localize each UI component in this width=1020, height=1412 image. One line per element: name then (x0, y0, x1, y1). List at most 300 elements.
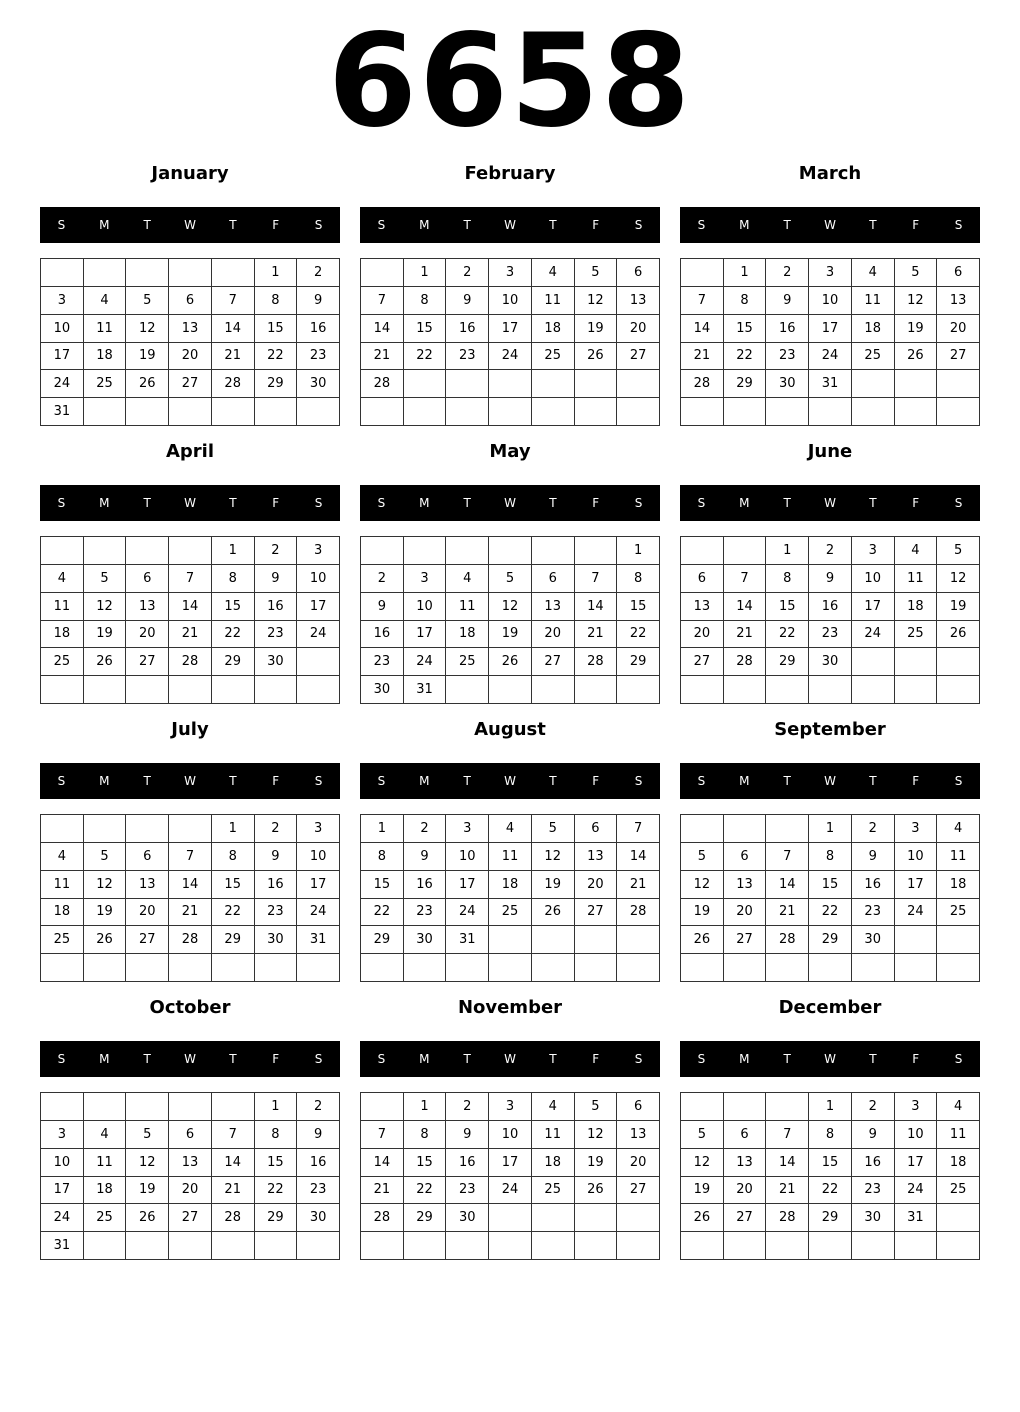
empty-day-cell (126, 954, 169, 982)
day-cell: 19 (489, 621, 532, 649)
weekday-label: S (314, 496, 323, 510)
day-cell: 11 (84, 1149, 127, 1177)
days-grid (360, 258, 660, 426)
day-cell: 9 (446, 287, 489, 315)
weekday-label: S (57, 1052, 66, 1066)
weekday-label: S (314, 1052, 323, 1066)
weekday-label: S (954, 218, 963, 232)
empty-day-cell (532, 676, 575, 704)
empty-day-cell (724, 1232, 767, 1260)
day-cell: 17 (297, 593, 340, 621)
day-cell: 1 (212, 815, 255, 843)
day-cell: 28 (361, 1204, 404, 1232)
day-cell: 5 (84, 565, 127, 593)
day-cell: 13 (169, 315, 212, 343)
day-cell: 24 (895, 899, 938, 927)
day-cell: 8 (809, 1121, 852, 1149)
empty-day-cell (724, 1093, 767, 1121)
weekday-label: T (783, 774, 791, 788)
empty-day-cell (681, 954, 724, 982)
day-cell: 8 (212, 565, 255, 593)
empty-day-cell (169, 398, 212, 426)
day-cell: 7 (724, 565, 767, 593)
weekday-label: T (143, 496, 151, 510)
day-cell: 21 (766, 1177, 809, 1205)
weekday-label: T (463, 1052, 471, 1066)
day-cell: 3 (895, 815, 938, 843)
weekday-label: F (592, 774, 600, 788)
day-cell: 6 (724, 843, 767, 871)
day-cell: 12 (681, 871, 724, 899)
day-cell: 9 (255, 565, 298, 593)
day-cell: 21 (212, 1177, 255, 1205)
day-cell: 17 (895, 871, 938, 899)
day-cell: 21 (361, 343, 404, 371)
day-cell: 12 (681, 1149, 724, 1177)
day-cell: 5 (575, 259, 618, 287)
empty-day-cell (84, 1093, 127, 1121)
day-cell: 3 (809, 259, 852, 287)
empty-day-cell (895, 1232, 938, 1260)
empty-day-cell (617, 1232, 660, 1260)
day-cell: 27 (617, 1177, 660, 1205)
empty-day-cell (617, 954, 660, 982)
empty-day-cell (126, 815, 169, 843)
day-cell: 14 (766, 1149, 809, 1177)
weekday-label: W (824, 1052, 836, 1066)
weekday-label: T (549, 496, 557, 510)
day-cell: 21 (766, 899, 809, 927)
empty-day-cell (489, 926, 532, 954)
day-cell: 26 (575, 343, 618, 371)
day-cell: 24 (41, 1204, 84, 1232)
empty-day-cell (297, 954, 340, 982)
empty-day-cell (446, 676, 489, 704)
empty-day-cell (681, 676, 724, 704)
empty-day-cell (404, 1232, 447, 1260)
weekday-label: T (229, 1052, 237, 1066)
day-cell: 20 (126, 621, 169, 649)
empty-day-cell (937, 926, 980, 954)
day-cell: 3 (297, 815, 340, 843)
day-cell: 19 (532, 871, 575, 899)
empty-day-cell (84, 398, 127, 426)
empty-day-cell (681, 259, 724, 287)
day-cell: 11 (937, 1121, 980, 1149)
day-cell: 9 (255, 843, 298, 871)
weekday-label: T (463, 774, 471, 788)
day-cell: 17 (41, 343, 84, 371)
day-cell: 2 (255, 815, 298, 843)
day-cell: 28 (681, 370, 724, 398)
day-cell: 10 (41, 1149, 84, 1177)
weekday-label: F (272, 496, 280, 510)
day-cell: 3 (41, 1121, 84, 1149)
weekday-label: T (869, 496, 877, 510)
day-cell: 21 (212, 343, 255, 371)
day-cell: 6 (126, 843, 169, 871)
empty-day-cell (212, 1093, 255, 1121)
weekday-label: T (869, 1052, 877, 1066)
day-cell: 30 (809, 648, 852, 676)
day-cell: 23 (404, 899, 447, 927)
empty-day-cell (937, 1204, 980, 1232)
day-cell: 19 (895, 315, 938, 343)
day-cell: 10 (489, 1121, 532, 1149)
month-name: March (798, 163, 862, 184)
day-cell: 29 (255, 1204, 298, 1232)
day-cell: 18 (84, 343, 127, 371)
empty-day-cell (937, 648, 980, 676)
day-cell: 22 (212, 899, 255, 927)
month-name: November (457, 997, 563, 1018)
empty-day-cell (404, 370, 447, 398)
day-cell: 28 (575, 648, 618, 676)
day-cell: 26 (575, 1177, 618, 1205)
day-cell: 22 (724, 343, 767, 371)
day-cell: 8 (809, 843, 852, 871)
weekday-header (680, 763, 980, 799)
day-cell: 25 (937, 1177, 980, 1205)
weekday-label: W (184, 774, 196, 788)
day-cell: 9 (852, 843, 895, 871)
weekday-label: W (184, 1052, 196, 1066)
weekday-label: T (549, 1052, 557, 1066)
day-cell: 27 (937, 343, 980, 371)
weekday-header (40, 207, 340, 243)
weekday-header (40, 1041, 340, 1077)
day-cell: 17 (489, 315, 532, 343)
day-cell: 30 (361, 676, 404, 704)
day-cell: 7 (361, 287, 404, 315)
day-cell: 5 (681, 1121, 724, 1149)
day-cell: 31 (446, 926, 489, 954)
empty-day-cell (766, 815, 809, 843)
day-cell: 16 (297, 315, 340, 343)
day-cell: 3 (297, 537, 340, 565)
empty-day-cell (575, 926, 618, 954)
day-cell: 25 (41, 926, 84, 954)
day-cell: 2 (809, 537, 852, 565)
empty-day-cell (126, 1093, 169, 1121)
day-cell: 7 (681, 287, 724, 315)
day-cell: 4 (446, 565, 489, 593)
day-cell: 12 (937, 565, 980, 593)
day-cell: 25 (84, 1204, 127, 1232)
month-name: January (151, 163, 229, 184)
empty-day-cell (852, 648, 895, 676)
day-cell: 24 (297, 621, 340, 649)
empty-day-cell (84, 259, 127, 287)
day-cell: 9 (404, 843, 447, 871)
day-cell: 15 (617, 593, 660, 621)
empty-day-cell (41, 1093, 84, 1121)
empty-day-cell (766, 954, 809, 982)
empty-day-cell (681, 1093, 724, 1121)
empty-day-cell (489, 1232, 532, 1260)
day-cell: 24 (41, 370, 84, 398)
day-cell: 6 (532, 565, 575, 593)
weekday-header (360, 485, 660, 521)
day-cell: 26 (126, 370, 169, 398)
empty-day-cell (446, 537, 489, 565)
day-cell: 12 (532, 843, 575, 871)
day-cell: 6 (617, 259, 660, 287)
day-cell: 24 (446, 899, 489, 927)
weekday-label: F (272, 218, 280, 232)
day-cell: 12 (575, 287, 618, 315)
day-cell: 2 (446, 1093, 489, 1121)
day-cell: 4 (41, 565, 84, 593)
day-cell: 6 (724, 1121, 767, 1149)
day-cell: 23 (297, 1177, 340, 1205)
empty-day-cell (937, 1232, 980, 1260)
weekday-label: M (99, 774, 110, 788)
day-cell: 4 (895, 537, 938, 565)
day-cell: 17 (446, 871, 489, 899)
days-grid (40, 536, 340, 704)
day-cell: 10 (404, 593, 447, 621)
month-name: April (165, 441, 215, 462)
day-cell: 16 (297, 1149, 340, 1177)
day-cell: 26 (681, 926, 724, 954)
empty-day-cell (255, 954, 298, 982)
weekday-label: S (634, 774, 643, 788)
day-cell: 10 (809, 287, 852, 315)
empty-day-cell (895, 370, 938, 398)
empty-day-cell (84, 676, 127, 704)
day-cell: 20 (724, 1177, 767, 1205)
empty-day-cell (532, 537, 575, 565)
empty-day-cell (617, 926, 660, 954)
day-cell: 16 (809, 593, 852, 621)
month-name: October (149, 997, 231, 1018)
days-grid (680, 536, 980, 704)
day-cell: 19 (681, 1177, 724, 1205)
day-cell: 29 (212, 926, 255, 954)
day-cell: 20 (617, 315, 660, 343)
empty-day-cell (532, 1232, 575, 1260)
day-cell: 14 (617, 843, 660, 871)
day-cell: 30 (297, 370, 340, 398)
empty-day-cell (41, 259, 84, 287)
empty-day-cell (575, 676, 618, 704)
empty-day-cell (937, 676, 980, 704)
day-cell: 19 (681, 899, 724, 927)
weekday-label: S (954, 496, 963, 510)
empty-day-cell (361, 1093, 404, 1121)
day-cell: 11 (532, 1121, 575, 1149)
day-cell: 3 (895, 1093, 938, 1121)
weekday-label: T (143, 218, 151, 232)
day-cell: 12 (84, 593, 127, 621)
empty-day-cell (766, 1093, 809, 1121)
weekday-label: F (592, 496, 600, 510)
day-cell: 8 (255, 1121, 298, 1149)
day-cell: 22 (255, 343, 298, 371)
day-cell: 22 (766, 621, 809, 649)
day-cell: 7 (575, 565, 618, 593)
day-cell: 9 (446, 1121, 489, 1149)
day-cell: 16 (852, 1149, 895, 1177)
day-cell: 20 (126, 899, 169, 927)
day-cell: 21 (169, 899, 212, 927)
empty-day-cell (169, 676, 212, 704)
empty-day-cell (681, 537, 724, 565)
day-cell: 23 (361, 648, 404, 676)
day-cell: 16 (255, 593, 298, 621)
empty-day-cell (489, 398, 532, 426)
day-cell: 27 (724, 926, 767, 954)
day-cell: 29 (212, 648, 255, 676)
day-cell: 24 (297, 899, 340, 927)
empty-day-cell (41, 676, 84, 704)
day-cell: 27 (126, 648, 169, 676)
day-cell: 4 (84, 1121, 127, 1149)
day-cell: 4 (852, 259, 895, 287)
weekday-label: F (912, 218, 920, 232)
day-cell: 10 (297, 843, 340, 871)
day-cell: 21 (617, 871, 660, 899)
day-cell: 27 (532, 648, 575, 676)
day-cell: 4 (489, 815, 532, 843)
empty-day-cell (297, 676, 340, 704)
empty-day-cell (169, 815, 212, 843)
empty-day-cell (212, 398, 255, 426)
empty-day-cell (575, 537, 618, 565)
day-cell: 25 (532, 343, 575, 371)
empty-day-cell (724, 398, 767, 426)
day-cell: 16 (255, 871, 298, 899)
day-cell: 27 (575, 899, 618, 927)
weekday-label: T (549, 774, 557, 788)
weekday-header (360, 763, 660, 799)
weekday-label: S (377, 774, 386, 788)
day-cell: 7 (212, 1121, 255, 1149)
day-cell: 28 (766, 1204, 809, 1232)
day-cell: 25 (852, 343, 895, 371)
weekday-label: F (912, 496, 920, 510)
day-cell: 2 (446, 259, 489, 287)
day-cell: 27 (169, 1204, 212, 1232)
weekday-label: S (314, 774, 323, 788)
weekday-label: F (272, 774, 280, 788)
day-cell: 6 (575, 815, 618, 843)
day-cell: 14 (575, 593, 618, 621)
day-cell: 29 (404, 1204, 447, 1232)
empty-day-cell (532, 370, 575, 398)
day-cell: 19 (84, 621, 127, 649)
weekday-header (40, 763, 340, 799)
day-cell: 13 (617, 287, 660, 315)
day-cell: 26 (126, 1204, 169, 1232)
day-cell: 16 (766, 315, 809, 343)
day-cell: 11 (852, 287, 895, 315)
day-cell: 17 (809, 315, 852, 343)
weekday-label: W (504, 218, 516, 232)
weekday-label: S (634, 1052, 643, 1066)
weekday-header (680, 1041, 980, 1077)
empty-day-cell (126, 537, 169, 565)
day-cell: 14 (212, 315, 255, 343)
empty-day-cell (575, 954, 618, 982)
day-cell: 28 (212, 1204, 255, 1232)
day-cell: 13 (575, 843, 618, 871)
empty-day-cell (212, 954, 255, 982)
weekday-label: M (99, 218, 110, 232)
empty-day-cell (255, 398, 298, 426)
day-cell: 27 (617, 343, 660, 371)
weekday-label: M (739, 1052, 750, 1066)
day-cell: 15 (255, 315, 298, 343)
weekday-label: W (824, 496, 836, 510)
weekday-label: S (954, 1052, 963, 1066)
day-cell: 13 (681, 593, 724, 621)
empty-day-cell (895, 398, 938, 426)
day-cell: 23 (809, 621, 852, 649)
weekday-label: W (184, 218, 196, 232)
day-cell: 3 (852, 537, 895, 565)
empty-day-cell (212, 1232, 255, 1260)
day-cell: 14 (169, 871, 212, 899)
day-cell: 14 (724, 593, 767, 621)
day-cell: 30 (297, 1204, 340, 1232)
day-cell: 29 (724, 370, 767, 398)
weekday-label: S (697, 496, 706, 510)
empty-day-cell (617, 1204, 660, 1232)
day-cell: 1 (809, 1093, 852, 1121)
empty-day-cell (404, 954, 447, 982)
day-cell: 2 (297, 1093, 340, 1121)
empty-day-cell (361, 537, 404, 565)
weekday-header (360, 1041, 660, 1077)
empty-day-cell (724, 954, 767, 982)
day-cell: 25 (532, 1177, 575, 1205)
day-cell: 15 (809, 1149, 852, 1177)
days-grid (680, 814, 980, 982)
month-name: August (474, 719, 546, 740)
day-cell: 15 (766, 593, 809, 621)
day-cell: 24 (404, 648, 447, 676)
day-cell: 27 (724, 1204, 767, 1232)
empty-day-cell (852, 370, 895, 398)
empty-day-cell (681, 398, 724, 426)
day-cell: 2 (766, 259, 809, 287)
day-cell: 28 (169, 648, 212, 676)
empty-day-cell (169, 259, 212, 287)
day-cell: 19 (84, 899, 127, 927)
day-cell: 2 (852, 815, 895, 843)
weekday-label: T (143, 774, 151, 788)
day-cell: 11 (532, 287, 575, 315)
day-cell: 15 (212, 593, 255, 621)
month-name: June (807, 441, 853, 462)
empty-day-cell (169, 537, 212, 565)
day-cell: 5 (532, 815, 575, 843)
day-cell: 9 (809, 565, 852, 593)
day-cell: 27 (169, 370, 212, 398)
empty-day-cell (41, 537, 84, 565)
day-cell: 18 (937, 1149, 980, 1177)
day-cell: 9 (297, 1121, 340, 1149)
day-cell: 5 (681, 843, 724, 871)
day-cell: 23 (446, 1177, 489, 1205)
empty-day-cell (809, 676, 852, 704)
day-cell: 11 (84, 315, 127, 343)
day-cell: 6 (617, 1093, 660, 1121)
empty-day-cell (532, 1204, 575, 1232)
day-cell: 26 (84, 926, 127, 954)
